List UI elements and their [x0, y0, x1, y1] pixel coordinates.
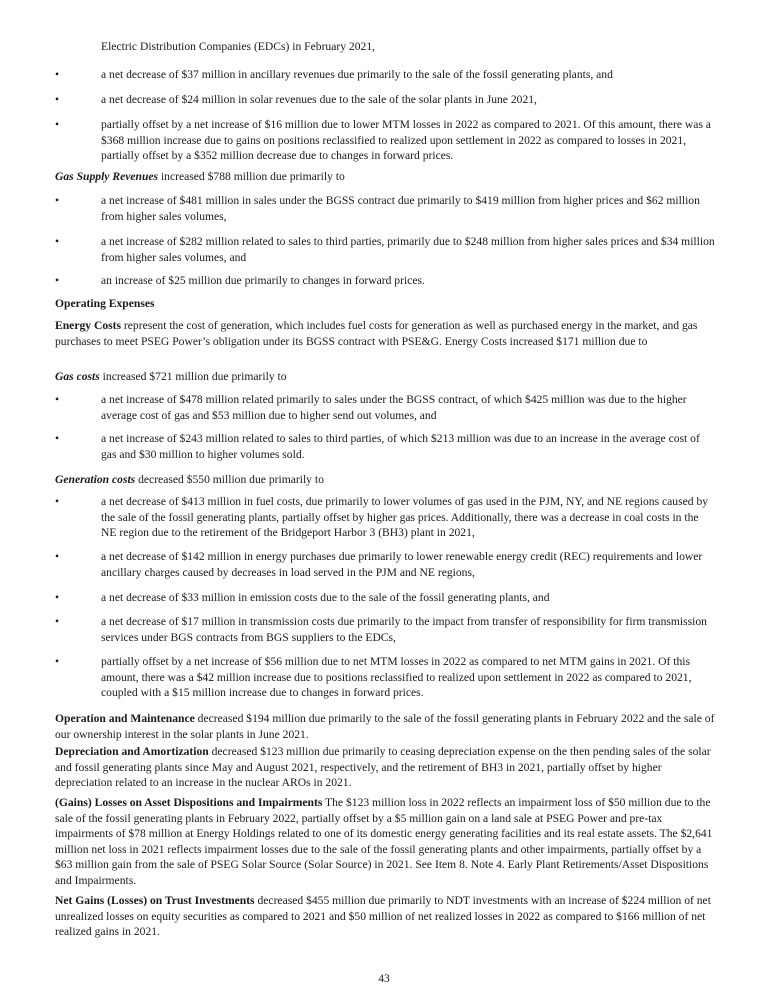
bullet-text: a net increase of $478 million related primarily to sales under the BGSS contract, of which $425 million was due to the higher average cost of gas and $53 million due to higher send out volumes, and — [101, 393, 687, 422]
om-text: decreased $194 million due primarily to the sale of the fossil generating plants in February 2022 and the sale of our ownership interest in the solar plants in June 2021. — [55, 712, 715, 741]
om-heading: Operation and Maintenance — [55, 712, 195, 725]
bullet-icon: • — [55, 591, 60, 604]
bullet-text: a net decrease of $142 million in energy purchases due primarily to lower renewable energy credit (REC) requirements and lower ancillary charges caused by decreases in load served in the PJM and NE regions, — [101, 550, 703, 579]
gas-supply-text: increased $788 million due primarily to — [158, 170, 345, 183]
gas-supply-paragraph — [55, 169, 715, 185]
energy-costs-paragraph — [55, 318, 715, 349]
bullet-icon: • — [55, 118, 60, 131]
operating-expenses-heading: Operating Expenses — [55, 297, 155, 310]
bullet-text: a net decrease of $37 million in ancillary revenues due primarily to the sale of the fossil generating plants, and — [101, 68, 613, 81]
energy-costs-heading: Energy Costs — [55, 319, 122, 332]
page-number: 43 — [378, 972, 390, 985]
gas-costs-paragraph — [55, 369, 715, 385]
trust-text: decreased $455 million due primarily to NDT investments with an increase of $224 million of net unrealized losses on equity securities as compared to 2021 and $50 million of net realized losses in 2022 as compared to $166 million of net realized gains in 2021. — [55, 894, 711, 939]
bullet-icon: • — [55, 274, 60, 287]
trust-heading: Net Gains (Losses) on Trust Investments — [55, 894, 255, 907]
bullet-text: a net increase of $282 million related to sales to third parties, primarily due to $248 million from higher sales prices and $34 million from higher sales volumes, and — [101, 235, 715, 264]
bullet-icon: • — [55, 235, 60, 248]
gas-costs-text: increased $721 million due primarily to — [99, 370, 287, 383]
bullet-icon: • — [55, 393, 60, 406]
generation-costs-heading: Generation costs — [55, 473, 136, 486]
intro-line: Electric Distribution Companies (EDCs) in February 2021, — [101, 40, 376, 53]
energy-costs-text: represent the cost of generation, which includes fuel costs for generation as well as purchased energy in the market, and gas purchases to meet PSEG Power’s obligation under its BGSS contract with PSE&G. Energy Costs increased $171 million due to — [55, 319, 698, 348]
bullet-icon: • — [55, 432, 60, 445]
bullet-icon: • — [55, 550, 60, 563]
om-paragraph — [55, 711, 715, 742]
bullet-text: an increase of $25 million due primarily to changes in forward prices. — [101, 274, 425, 287]
bullet-text: a net increase of $481 million in sales under the BGSS contract due primarily to $419 million from higher prices and $62 million from higher sales volumes, — [101, 194, 700, 223]
gains-losses-heading: (Gains) Losses on Asset Dispositions and Impairments — [55, 796, 323, 809]
bullet-text: a net increase of $243 million related to sales to third parties, of which $213 million was due to an increase in the average cost of gas and $30 million to higher volumes sold. — [101, 432, 700, 461]
bullet-icon: • — [55, 655, 60, 668]
bullet-icon: • — [55, 495, 60, 508]
bullet-text: partially offset by a net increase of $56 million due to net MTM losses in 2022 as compared to net MTM gains in 2021. Of this amount, there was a $42 million increase due to positions reclassified to realized upon settlement in 2022 as compared to 2021, coupled with a $15 million increase due to changes in forward prices. — [101, 655, 692, 700]
bullet-text: a net decrease of $17 million in transmission costs due primarily to the impact from transfer of responsibility for firm transmission services under BGS contracts from BGS suppliers to the EDCs, — [101, 615, 707, 644]
bullet-text: a net decrease of $33 million in emission costs due to the sale of the fossil generating plants, and — [101, 591, 550, 604]
bullet-icon: • — [55, 615, 60, 628]
gains-losses-paragraph — [55, 795, 715, 889]
da-text: decreased $123 million due primarily to ceasing depreciation expense on the then pending sales of the solar and fossil generating plants since May and August 2021, respectively, and the retirement of BH3 in 2021, partially offset by higher depreciation related to an increase in the nuclear AROs in 2021. — [55, 745, 711, 790]
generation-costs-paragraph — [55, 472, 715, 488]
bullet-text: a net decrease of $413 million in fuel costs, due primarily to lower volumes of gas used in the PJM, NY, and NE regions caused by the sale of the fossil generating plants, partially offset by higher gas prices. Additionally, there was a decrease in coal costs in the NE region due to the retirement of the Bridgeport Harbor 3 (BH3) plant in 2021, — [101, 495, 709, 540]
bullet-text: partially offset by a net increase of $16 million due to lower MTM losses in 2022 as compared to 2021. Of this amount, there was a $368 million increase due to gains on positions reclassified to realized upon settlement in 2022 as compared to losses in 2021, partially offset by a $352 million decrease due to changes in forward prices. — [101, 118, 711, 163]
gains-losses-text: The $123 million loss in 2022 reflects an impairment loss of $50 million due to the sale of the fossil generating plants in February 2022, partially offset by a $5 million gain on a land sale at PSEG Power and pre-tax impairments of $78 million at Energy Holdings related to one of its domestic energy generating facilities and its real estate assets. The $2,641 million net loss in 2021 reflects impairment losses due to the sale of the fossil generating plants and other impairments, partially offset by a $63 million gain from the sale of PSEG Solar Source (Solar Source) in 2021. See Item 8. Note 4. Early Plant Retirements/Asset Dispositions and Impairments. — [55, 796, 713, 887]
da-paragraph — [55, 744, 715, 791]
bullet-icon: • — [55, 93, 60, 106]
trust-paragraph — [55, 893, 715, 940]
bullet-text: a net decrease of $24 million in solar revenues due to the sale of the solar plants in June 2021, — [101, 93, 537, 106]
da-heading: Depreciation and Amortization — [55, 745, 209, 758]
gas-costs-heading: Gas costs — [55, 370, 100, 383]
generation-costs-text: decreased $550 million due primarily to — [135, 473, 324, 486]
bullet-icon: • — [55, 68, 60, 81]
bullet-icon: • — [55, 194, 60, 207]
gas-supply-heading: Gas Supply Revenues — [55, 170, 159, 183]
